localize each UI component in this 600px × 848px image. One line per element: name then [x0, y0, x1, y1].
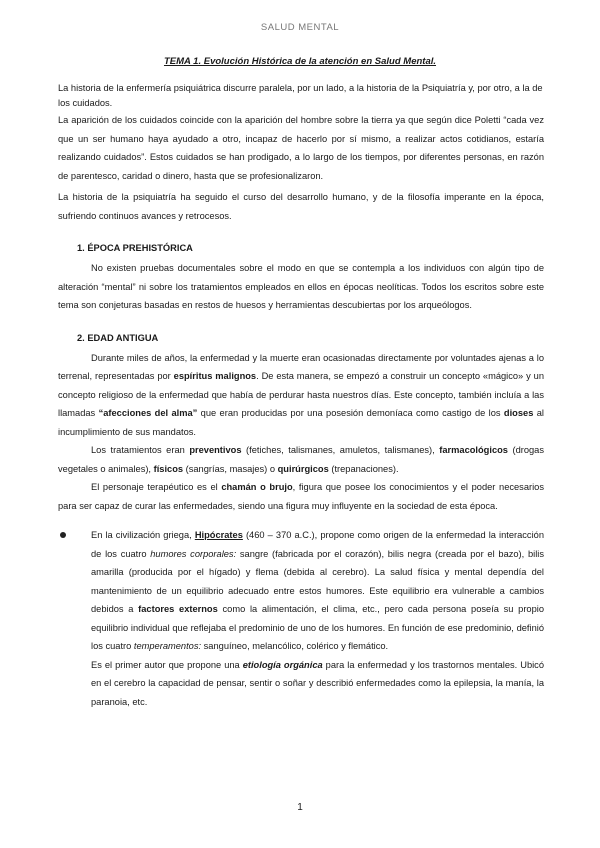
intro-paragraph-3: La historia de la psiquiatría ha seguido el curso del desarrollo humano, y de la filosofía imperante en la época, sufriendo continuos avances y retrocesos. [58, 192, 544, 221]
emphasis-text: dioses [503, 408, 534, 418]
emphasis-text: etiología orgánica [242, 659, 323, 670]
document-body [58, 80, 544, 711]
emphasis-text: espíritus malignos [173, 371, 257, 381]
emphasis-text: factores externos [138, 604, 218, 614]
section-heading-prehistoric: 1. ÉPOCA PREHISTÓRICA [77, 243, 193, 253]
emphasis-text: temperamentos: [133, 641, 202, 651]
ancient-paragraph-3: El personaje terapéutico es el chamán o brujo, figura que posee los conocimientos y el poder necesarios para ser capaz de curar las enfermedades, siendo una figura muy influyente en la sociedad de esta época. [58, 482, 544, 511]
running-header: SALUD MENTAL [260, 22, 340, 33]
section-heading-ancient: 2. EDAD ANTIGUA [77, 332, 159, 343]
emphasis-text: farmacológicos [439, 445, 508, 455]
document-title: TEMA 1. Evolución Histórica de la atención en Salud Mental. [163, 56, 437, 67]
bullet-paragraph-2: Es el primer autor que propone una etiología orgánica para la enfermedad y los trastornos mentales. Ubicó en el cerebro la capacidad de pensar, sentir o soñar y describió enfermedades como la epilepsia, la manía, la paranoia, etc. [91, 659, 544, 707]
emphasis-text: Hipócrates [194, 530, 243, 540]
bullet-icon [60, 532, 66, 538]
bullet-paragraph-1: En la civilización griega, Hipócrates (460 – 370 a.C.), propone como origen de la enfermedad la interacción de los cuatro humores corporales: sangre (fabricada por el corazón), bilis negra (creada por el bazo), bilis amarilla (producida por el hígado) y flema (debida al cerebro). La salud física y mental dependía del mantenimiento de un equilibrio adecuado entre estos humores. Este equilibrio era vulnerable a cambios debidos a factores externos como la alimentación, el clima, etc., pero cada persona poseía su propio equilibrio individual que reflejaba el predominio de uno de los humores. En función de ese predominio, definió los cuatro temperamentos: sanguíneo, melancólico, colérico y flemático. [91, 530, 545, 651]
emphasis-text: quirúrgicos [277, 463, 329, 474]
emphasis-text: “afecciones del alma” [98, 408, 198, 418]
page-number: 1 [297, 802, 303, 813]
ancient-paragraph-2: Los tratamientos eran preventivos (fetiches, talismanes, amuletos, talismanes), farmacológicos (drogas vegetales o animales), físicos (sangrías, masajes) o quirúrgicos (trepanaciones). [58, 445, 545, 474]
ancient-paragraph-1: Durante miles de años, la enfermedad y la muerte eran ocasionadas directamente por voluntades ajenas a lo terrenal, representadas por espíritus malignos. De esta manera, se empezó a construir un concepto «mágico» y un concepto religioso de la enfermedad que había de perdurar hasta nuestros días. Este concepto, también incluía a las llamadas “afecciones del alma” que eran producidas por una posesión demoníaca como castigo de los dioses al incumplimiento de sus mandatos. [58, 352, 544, 437]
intro-paragraph-1: La historia de la enfermería psiquiátrica discurre paralela, por un lado, a la historia de la Psiquiatría y, por otro, a la de los cuidados. [58, 83, 543, 108]
emphasis-text: chamán o brujo [221, 482, 293, 492]
emphasis-text: humores corporales: [150, 548, 237, 559]
prehistoric-paragraph: No existen pruebas documentales sobre el modo en que se contempla a los individuos con algún tipo de alteración “mental” ni sobre los tratamientos empleados en ellos en épocas neolíticas. Todos los escritos sobre este tema son conjeturas basadas en restos de huesos y herramientas descubiertas por los arqueólogos. [58, 263, 544, 310]
emphasis-text: físicos [153, 463, 184, 474]
bullet-item-hippocrates [58, 526, 544, 711]
emphasis-text: preventivos [189, 445, 242, 455]
intro-paragraph-2: La aparición de los cuidados coincide con la aparición del hombre sobre la tierra ya que según dice Poletti “cada vez que un ser humano haya ayudado a otro, incapaz de hacerlo por sí mismo, a realizar actos cotidianos, estaría realizando cuidados”. Estos cuidados se han prodigado, a lo largo de los tiempos, por diferentes personas, en razón de parentesco, caridad o dinero, hasta que se profesionalizaron. [58, 115, 544, 181]
